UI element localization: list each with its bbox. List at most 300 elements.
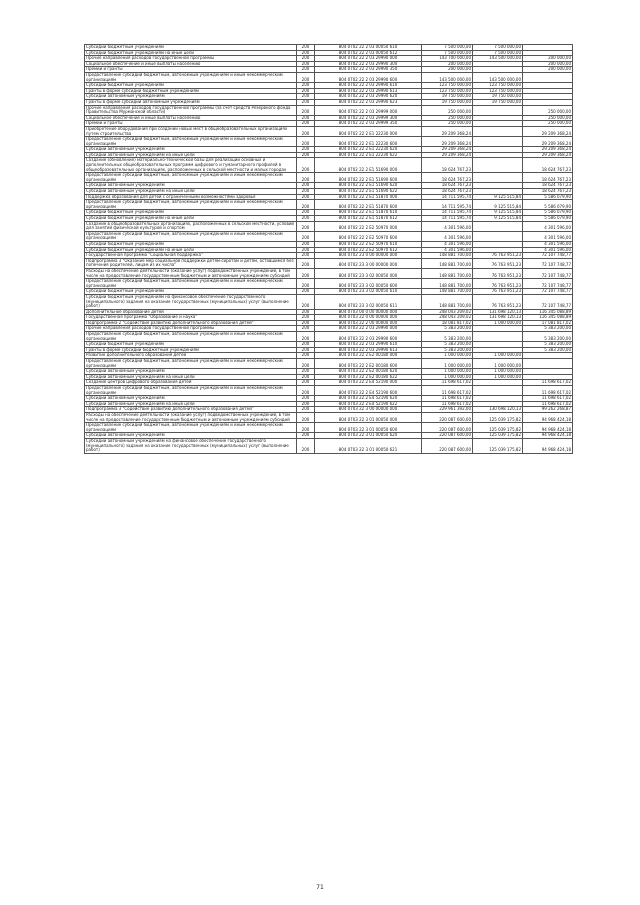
approved-amount: 18 624 767,23	[422, 173, 473, 183]
approved-amount: 220 087 600,00	[422, 423, 473, 433]
line-code: 200	[297, 67, 315, 73]
unexecuted-amount	[523, 72, 573, 82]
executed-amount	[473, 126, 523, 136]
unexecuted-amount: 99 262 268,87	[523, 407, 573, 413]
line-code: 200	[297, 315, 315, 321]
unexecuted-amount	[523, 359, 573, 369]
line-code: 200	[297, 126, 315, 136]
approved-amount: 18 624 767,23	[422, 158, 473, 173]
approved-amount: 14 711 595,74	[422, 200, 473, 210]
budget-classification-code: 804 0702 22 2 03 29999 350	[315, 121, 422, 127]
line-item-name: Прочие направления расходов государственной программы	[85, 326, 297, 332]
approved-amount: 5 383 200,00	[422, 347, 473, 353]
approved-amount: 14 711 595,74	[422, 210, 473, 216]
approved-amount: 220 087 600,00	[422, 438, 473, 453]
approved-amount: 29 209 368,24	[422, 126, 473, 136]
budget-classification-code: 804 0702 22 2 E1 51690 622	[315, 189, 422, 195]
line-code: 200	[297, 412, 315, 422]
approved-amount: 14 711 595,74	[422, 216, 473, 222]
budget-classification-code: 804 0703 00 0 00 00000 000	[315, 309, 422, 315]
line-code: 200	[297, 374, 315, 380]
line-item-name: Субсидии автономным учреждениям на иные цели	[85, 374, 297, 380]
line-code: 200	[297, 189, 315, 195]
approved-amount: 123 750 000,00	[422, 83, 473, 89]
budget-classification-code: 804 0703 22 3 00 00000 000	[315, 407, 422, 413]
unexecuted-amount: 11 698 617,02	[523, 380, 573, 386]
budget-classification-code: 804 0702 22 2 03 00050 610	[315, 45, 422, 51]
executed-amount: 76 763 951,23	[473, 268, 523, 278]
line-item-name: Дополнительное образование детей	[85, 309, 297, 315]
approved-amount: 148 881 700,00	[422, 289, 473, 295]
line-code: 200	[297, 294, 315, 309]
approved-amount: 29 209 368,24	[422, 137, 473, 147]
unexecuted-amount: 5 383 200,00	[523, 347, 573, 353]
table-row	[85, 173, 573, 183]
unexecuted-amount: 5 586 079,90	[523, 194, 573, 200]
budget-classification-code: 804 0702 22 2 E1 22230 600	[315, 137, 422, 147]
executed-amount	[473, 221, 523, 231]
approved-amount: 248 043 209,02	[422, 315, 473, 321]
approved-amount: 4 301 596,00	[422, 247, 473, 253]
executed-amount	[473, 231, 523, 241]
executed-amount: 143 500 000,00	[473, 56, 523, 62]
unexecuted-amount: 5 586 079,90	[523, 200, 573, 210]
line-item-name: Поддержка образования для детей с ограниченными возможностями здоровья	[85, 194, 297, 200]
budget-classification-code: 804 0702 22 2 E2 50970 600	[315, 231, 422, 241]
line-item-name: Субсидии бюджетным учреждениям	[85, 241, 297, 247]
executed-amount: 19 750 000,00	[473, 99, 523, 105]
executed-amount: 125 039 175,82	[473, 423, 523, 433]
budget-classification-code: 804 0703 22 2 E4 52190 622	[315, 401, 422, 407]
line-code: 200	[297, 210, 315, 216]
line-code: 200	[297, 289, 315, 295]
line-code: 200	[297, 423, 315, 433]
approved-amount: 148 881 700,00	[422, 279, 473, 289]
unexecuted-amount: 5 383 200,00	[523, 342, 573, 348]
line-item-name: Государственная программа "Образование и наука"	[85, 315, 297, 321]
budget-classification-code: 804 0702 22 2 03 00050 612	[315, 50, 422, 56]
budget-classification-code: 804 0703 22 2 E4 52190 600	[315, 386, 422, 396]
line-code: 200	[297, 369, 315, 375]
line-code: 200	[297, 216, 315, 222]
unexecuted-amount: 116 345 088,89	[523, 315, 573, 321]
executed-amount	[473, 386, 523, 396]
table-row	[85, 126, 573, 136]
table-row	[85, 105, 573, 115]
approved-amount: 11 698 617,02	[422, 401, 473, 407]
line-code: 200	[297, 194, 315, 200]
budget-classification-code: 804 0702 22 2 E2 50970 610	[315, 241, 422, 247]
line-code: 200	[297, 347, 315, 353]
line-item-name: Государственная программа "Социальная поддержка"	[85, 253, 297, 259]
line-code: 200	[297, 353, 315, 359]
unexecuted-amount: 18 624 767,23	[523, 189, 573, 195]
executed-amount: 76 763 951,23	[473, 253, 523, 259]
budget-table	[84, 44, 573, 454]
line-code: 200	[297, 241, 315, 247]
executed-amount: 76 763 951,23	[473, 294, 523, 309]
line-code: 200	[297, 147, 315, 153]
executed-amount: 1 000 000,00	[473, 353, 523, 359]
budget-classification-code: 804 0702 22 2 03 29990 000	[315, 56, 422, 62]
approved-amount: 148 881 700,00	[422, 253, 473, 259]
budget-classification-code: 804 0703 22 2 E2 00180 000	[315, 353, 422, 359]
line-code: 200	[297, 221, 315, 231]
line-item-name: Субсидии автономным учреждениям	[85, 183, 297, 189]
line-item-name: Предоставление субсидий бюджетным, автономным учреждениям и иным некоммерческим организациям	[85, 332, 297, 342]
line-item-name: Субсидии автономным учреждениям	[85, 94, 297, 100]
budget-classification-code: 804 0703 22 2 03 29990 613	[315, 347, 422, 353]
line-item-name: Расходы на обеспечение деятельности (оказание услуг) подведомственных учреждений, в том числе на предоставление государственным бюджетным и автономным учреждениям субсидий	[85, 412, 297, 422]
unexecuted-amount: 18 624 767,23	[523, 183, 573, 189]
executed-amount: 7 500 000,00	[473, 50, 523, 56]
line-item-name: Предоставление субсидий бюджетным, автономным учреждениям и иным некоммерческим организациям	[85, 279, 297, 289]
unexecuted-amount: 18 624 767,23	[523, 173, 573, 183]
budget-classification-code: 804 0702 22 2 03 29999 000	[315, 105, 422, 115]
executed-amount: 1 000 000,00	[473, 320, 523, 326]
line-code: 200	[297, 401, 315, 407]
line-code: 200	[297, 320, 315, 326]
budget-classification-code: 804 0702 22 2 E1 51870 000	[315, 194, 422, 200]
executed-amount: 9 125 515,84	[473, 200, 523, 210]
budget-classification-code: 804 0702 22 2 E1 22230 000	[315, 126, 422, 136]
budget-classification-code: 804 0703 22 3 01 00050 621	[315, 438, 422, 453]
unexecuted-amount: 11 698 617,02	[523, 386, 573, 396]
budget-classification-code: 804 0702 22 2 03 29990 623	[315, 99, 422, 105]
executed-amount: 7 500 000,00	[473, 45, 523, 51]
line-item-name: Предоставление субсидий бюджетным, автономным учреждениям и иным некоммерческим организациям	[85, 173, 297, 183]
table-row	[85, 72, 573, 82]
approved-amount: 14 711 595,74	[422, 194, 473, 200]
budget-classification-code: 804 0702 23 3 00 00000 000	[315, 258, 422, 268]
budget-classification-code: 804 0702 22 2 E1 51870 600	[315, 200, 422, 210]
line-item-name: Приобретение оборудования при создании новых мест в общеобразовательных организациях путем строительства	[85, 126, 297, 136]
budget-classification-code: 804 0702 22 2 E1 22230 622	[315, 152, 422, 158]
budget-classification-code: 804 0702 22 2 03 29999 300	[315, 115, 422, 121]
executed-amount: 131 698 120,13	[473, 309, 523, 315]
table-row	[85, 200, 573, 210]
unexecuted-amount: 94 968 424,18	[523, 412, 573, 422]
executed-amount: 1 000 000,00	[473, 369, 523, 375]
approved-amount: 18 624 767,23	[422, 189, 473, 195]
line-item-name: Субсидии автономным учреждениям на финансовое обеспечение государственного (муниципального) задания на оказание государственных (муниципальных) услуг (выполнение работ)	[85, 438, 297, 453]
line-code: 200	[297, 115, 315, 121]
table-row	[85, 386, 573, 396]
approved-amount: 250 000,00	[422, 105, 473, 115]
executed-amount	[473, 158, 523, 173]
budget-classification-code: 804 0703 22 2 E4 52190 620	[315, 396, 422, 402]
executed-amount: 9 125 515,84	[473, 210, 523, 216]
executed-amount	[473, 105, 523, 115]
line-item-name: Субсидии автономным учреждениям на иные цели	[85, 189, 297, 195]
line-code: 200	[297, 438, 315, 453]
approved-amount: 29 209 368,24	[422, 147, 473, 153]
approved-amount: 250 000,00	[422, 121, 473, 127]
budget-classification-code: 804 0702 22 2 03 29990 350	[315, 67, 422, 73]
unexecuted-amount: 29 209 368,24	[523, 126, 573, 136]
unexecuted-amount: 4 301 596,00	[523, 247, 573, 253]
executed-amount: 125 039 175,82	[473, 438, 523, 453]
table-row	[85, 332, 573, 342]
budget-classification-code: 804 0702 22 2 E1 22230 620	[315, 147, 422, 153]
executed-amount: 123 750 000,00	[473, 83, 523, 89]
approved-amount: 1 000 000,00	[422, 369, 473, 375]
unexecuted-amount: 72 107 748,77	[523, 258, 573, 268]
approved-amount: 143 700 000,00	[422, 56, 473, 62]
budget-classification-code: 804 0703 22 2 03 29990 600	[315, 332, 422, 342]
budget-classification-code: 804 0702 23 3 02 00050 610	[315, 289, 422, 295]
budget-classification-code: 804 0702 22 2 E1 51690 600	[315, 173, 422, 183]
line-item-name: Расходы на обеспечение деятельности (оказание услуг) подведомственных учреждений, в том числе на предоставление государственным бюджетным и автономным учреждениям субсидий	[85, 268, 297, 278]
budget-classification-code: 804 0703 22 2 E2 00180 600	[315, 359, 422, 369]
line-code: 200	[297, 88, 315, 94]
page-number: 71	[316, 884, 324, 891]
budget-classification-code: 804 0703 22 0 00 00000 000	[315, 315, 422, 321]
line-item-name: Создание в общеобразовательных организациях, расположенных в сельской местности, условий для занятий физической культурой и спортом	[85, 221, 297, 231]
unexecuted-amount: 72 107 748,77	[523, 279, 573, 289]
budget-classification-code: 804 0703 22 2 03 29990 610	[315, 342, 422, 348]
budget-classification-code: 804 0702 22 2 03 29990 613	[315, 88, 422, 94]
budget-classification-code: 804 0702 22 2 03 29990 610	[315, 83, 422, 89]
line-code: 200	[297, 268, 315, 278]
unexecuted-amount: 72 107 748,77	[523, 253, 573, 259]
line-code: 200	[297, 386, 315, 396]
line-code: 200	[297, 137, 315, 147]
budget-classification-code: 804 0703 22 2 E2 00180 622	[315, 374, 422, 380]
line-code: 200	[297, 173, 315, 183]
line-code: 200	[297, 61, 315, 67]
approved-amount: 1 000 000,00	[422, 353, 473, 359]
line-code: 200	[297, 326, 315, 332]
budget-classification-code: 804 0703 22 2 00 00000 000	[315, 320, 422, 326]
table-row	[85, 359, 573, 369]
approved-amount: 19 750 000,00	[422, 99, 473, 105]
line-item-name: Субсидии бюджетным учреждениям	[85, 83, 297, 89]
table-row	[85, 231, 573, 241]
table-row	[85, 294, 573, 309]
approved-amount: 11 698 617,02	[422, 380, 473, 386]
line-code: 200	[297, 407, 315, 413]
line-code: 200	[297, 50, 315, 56]
executed-amount: 76 763 951,23	[473, 258, 523, 268]
line-code: 200	[297, 380, 315, 386]
unexecuted-amount: 5 586 079,90	[523, 210, 573, 216]
budget-classification-code: 804 0702 23 3 02 00050 000	[315, 268, 422, 278]
table-row	[85, 412, 573, 422]
line-code: 200	[297, 332, 315, 342]
line-item-name: Предоставление субсидий бюджетным, автономным учреждениям и иным некоммерческим организациям	[85, 386, 297, 396]
line-code: 200	[297, 279, 315, 289]
unexecuted-amount: 11 698 617,02	[523, 396, 573, 402]
line-code: 200	[297, 342, 315, 348]
executed-amount: 1 000 000,00	[473, 374, 523, 380]
line-item-name: Развитие дополнительного образования детей	[85, 353, 297, 359]
approved-amount: 148 881 700,00	[422, 294, 473, 309]
unexecuted-amount: 94 968 424,18	[523, 423, 573, 433]
line-code: 200	[297, 396, 315, 402]
line-item-name: Субсидии бюджетным учреждениям на иные цели	[85, 216, 297, 222]
approved-amount: 5 383 200,00	[422, 326, 473, 332]
unexecuted-amount: 250 000,00	[523, 115, 573, 121]
budget-table-body	[85, 45, 573, 454]
line-item-name: Предоставление субсидий бюджетным, автономным учреждениям и иным некоммерческим организациям	[85, 231, 297, 241]
line-code: 200	[297, 359, 315, 369]
executed-amount	[473, 137, 523, 147]
budget-classification-code: 804 0702 23 3 02 00050 600	[315, 279, 422, 289]
line-item-name: Премии и гранты	[85, 67, 297, 73]
line-item-name: Социальное обеспечение и иные выплаты населению	[85, 61, 297, 67]
table-row	[85, 438, 573, 453]
table-row	[85, 268, 573, 278]
line-code: 200	[297, 99, 315, 105]
unexecuted-amount: 200 000,00	[523, 61, 573, 67]
approved-amount: 220 087 600,00	[422, 433, 473, 439]
line-item-name: Социальное обеспечение и иные выплаты населению	[85, 115, 297, 121]
line-code: 200	[297, 83, 315, 89]
unexecuted-amount: 72 107 748,77	[523, 268, 573, 278]
unexecuted-amount: 94 968 424,18	[523, 433, 573, 439]
unexecuted-amount: 116 345 088,89	[523, 309, 573, 315]
executed-amount: 131 698 120,13	[473, 315, 523, 321]
line-item-name: Предоставление субсидий бюджетным, автономным учреждениям и иным некоммерческим организациям	[85, 423, 297, 433]
unexecuted-amount: 72 107 748,77	[523, 294, 573, 309]
line-code: 200	[297, 231, 315, 241]
line-code: 200	[297, 121, 315, 127]
line-code: 200	[297, 152, 315, 158]
approved-amount: 220 087 600,00	[422, 412, 473, 422]
budget-classification-code: 804 0702 22 2 03 29990 300	[315, 61, 422, 67]
approved-amount: 250 000,00	[422, 115, 473, 121]
line-item-name: Создание центров цифрового образования детей	[85, 380, 297, 386]
approved-amount: 143 500 000,00	[422, 72, 473, 82]
approved-amount: 123 750 000,00	[422, 88, 473, 94]
approved-amount: 1 000 000,00	[422, 359, 473, 369]
budget-classification-code: 804 0703 22 3 01 00050 600	[315, 423, 422, 433]
unexecuted-amount: 250 000,00	[523, 105, 573, 115]
executed-amount: 125 039 175,82	[473, 433, 523, 439]
unexecuted-amount: 72 107 748,77	[523, 289, 573, 295]
unexecuted-amount: 18 624 767,23	[523, 158, 573, 173]
line-code: 200	[297, 158, 315, 173]
line-code: 200	[297, 183, 315, 189]
line-item-name: Субсидии бюджетным учреждениям	[85, 45, 297, 51]
line-item-name: Гранты в форме субсидии бюджетным учреждениям	[85, 347, 297, 353]
executed-amount: 9 125 515,84	[473, 216, 523, 222]
line-item-name: Премии и гранты	[85, 121, 297, 127]
unexecuted-amount: 17 081 817,02	[523, 320, 573, 326]
budget-classification-code: 804 0702 23 3 02 00050 611	[315, 294, 422, 309]
unexecuted-amount: 200 000,00	[523, 56, 573, 62]
budget-classification-code: 804 0703 22 2 E4 52190 000	[315, 380, 422, 386]
budget-classification-code: 804 0702 23 0 00 00000 000	[315, 253, 422, 259]
approved-amount: 5 383 200,00	[422, 332, 473, 342]
approved-amount: 7 500 000,00	[422, 45, 473, 51]
unexecuted-amount: 4 301 596,00	[523, 221, 573, 231]
line-code: 200	[297, 56, 315, 62]
approved-amount: 1 000 000,00	[422, 374, 473, 380]
line-code: 200	[297, 45, 315, 51]
approved-amount: 29 209 368,24	[422, 152, 473, 158]
executed-amount: 125 039 175,82	[473, 412, 523, 422]
budget-classification-code: 804 0702 22 2 E2 50970 612	[315, 247, 422, 253]
line-code: 200	[297, 105, 315, 115]
line-item-name: Субсидии автономным учреждениям	[85, 396, 297, 402]
approved-amount: 7 500 000,00	[422, 50, 473, 56]
unexecuted-amount: 250 000,00	[523, 121, 573, 127]
line-code: 200	[297, 94, 315, 100]
line-item-name: Субсидии автономным учреждениям на иные цели	[85, 152, 297, 158]
approved-amount: 148 881 700,00	[422, 268, 473, 278]
unexecuted-amount: 4 301 596,00	[523, 231, 573, 241]
budget-classification-code: 804 0702 22 2 E1 51690 620	[315, 183, 422, 189]
line-item-name: Субсидии бюджетным учреждениям на финансовое обеспечение государственного (муниципального) задания на оказание государственных (муниципальных) услуг (выполнение работ)	[85, 294, 297, 309]
approved-amount: 229 961 392,00	[422, 407, 473, 413]
line-item-name: Субсидии бюджетным учреждениям на иные цели	[85, 50, 297, 56]
unexecuted-amount: 11 698 617,02	[523, 401, 573, 407]
line-item-name: Субсидии бюджетным учреждениям	[85, 210, 297, 216]
approved-amount: 148 881 700,00	[422, 258, 473, 268]
line-item-name: Предоставление субсидий бюджетным, автономным учреждениям и иным некоммерческим организациям	[85, 137, 297, 147]
executed-amount: 76 763 951,23	[473, 279, 523, 289]
approved-amount: 4 301 596,00	[422, 231, 473, 241]
table-row	[85, 423, 573, 433]
unexecuted-amount: 200 000,00	[523, 67, 573, 73]
unexecuted-amount: 5 586 079,90	[523, 216, 573, 222]
line-item-name: Подпрограмма 2 "Содействие развитию дополнительного образования детей"	[85, 320, 297, 326]
line-item-name: Субсидии автономным учреждениям на иные цели	[85, 401, 297, 407]
executed-amount: 19 750 000,00	[473, 94, 523, 100]
budget-classification-code: 804 0703 22 2 E2 00180 620	[315, 369, 422, 375]
line-item-name: Субсидии автономным учреждениям	[85, 147, 297, 153]
line-item-name: Субсидии бюджетным учреждениям	[85, 289, 297, 295]
line-item-name: Гранты в форме субсидии бюджетным учреждениям	[85, 88, 297, 94]
approved-amount: 200 000,00	[422, 67, 473, 73]
unexecuted-amount: 5 383 200,00	[523, 332, 573, 342]
approved-amount: 4 301 596,00	[422, 241, 473, 247]
line-code: 200	[297, 200, 315, 210]
executed-amount: 76 763 951,23	[473, 289, 523, 295]
executed-amount	[473, 173, 523, 183]
line-item-name: Субсидии бюджетным учреждениям на иные цели	[85, 247, 297, 253]
unexecuted-amount: 94 968 424,18	[523, 438, 573, 453]
line-item-name: Субсидии автономным учреждениям	[85, 369, 297, 375]
table-row	[85, 258, 573, 268]
approved-amount: 4 301 596,00	[422, 221, 473, 231]
line-item-name: Субсидии автономным учреждениям	[85, 433, 297, 439]
line-item-name: Гранты в форме субсидии автономным учреждениям	[85, 99, 297, 105]
approved-amount: 5 383 200,00	[422, 342, 473, 348]
line-code: 200	[297, 258, 315, 268]
line-code: 200	[297, 309, 315, 315]
line-item-name: Создание (обновление) материально-технической базы для реализации основных и дополнительных общеобразовательных программ цифрового и гуманитарного профилей в общеобразовательных организациях, расположенных в сельской местности и малых городах	[85, 158, 297, 173]
line-item-name: Подпрограмма 3 "Оказание мер социальной поддержки детям-сиротам и детям, оставшимся без попечения родителей, лицам из их числа"	[85, 258, 297, 268]
executed-amount: 9 125 515,84	[473, 194, 523, 200]
table-row	[85, 279, 573, 289]
table-row	[85, 221, 573, 231]
approved-amount: 18 624 767,23	[422, 183, 473, 189]
line-item-name: Предоставление субсидий бюджетным, автономным учреждениям и иным некоммерческим организациям	[85, 200, 297, 210]
line-code: 200	[297, 247, 315, 253]
approved-amount: 11 698 617,02	[422, 386, 473, 396]
line-code: 200	[297, 72, 315, 82]
line-code: 200	[297, 433, 315, 439]
unexecuted-amount: 4 301 596,00	[523, 241, 573, 247]
approved-amount: 19 750 000,00	[422, 94, 473, 100]
line-item-name: Подпрограмма 3 "Содействие развитию дополнительного образования детей"	[85, 407, 297, 413]
budget-classification-code: 804 0703 22 2 03 29990 000	[315, 326, 422, 332]
line-code: 200	[297, 253, 315, 259]
unexecuted-amount: 29 209 368,24	[523, 147, 573, 153]
